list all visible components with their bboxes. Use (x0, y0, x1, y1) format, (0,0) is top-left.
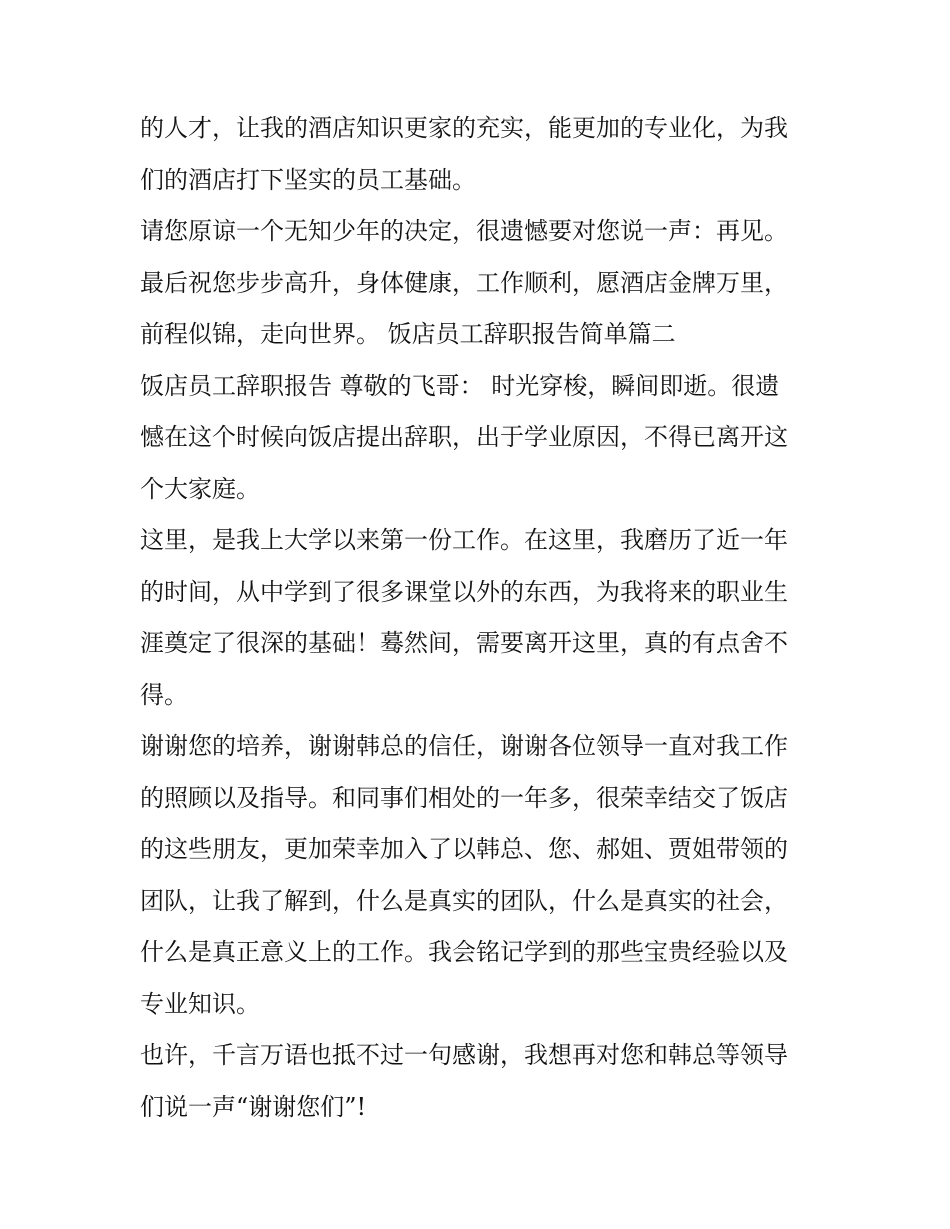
text-line: 们说一声“谢谢您们”! (140, 1092, 367, 1121)
text-line: 的照顾以及指导。和同事们相处的一年多，很荣幸结交了饭店 (140, 783, 788, 812)
text-line: 得。 (140, 680, 188, 709)
body-text (140, 103, 820, 1133)
text-line: 的这些朋友，更加荣幸加入了以韩总、您、郝姐、贾姐带领的 (140, 835, 788, 863)
text-line: 最后祝您步步高升，身体健康，工作顺利，愿酒店金牌万里， (140, 268, 788, 297)
text-line: 也许，千言万语也抵不过一句感谢，我想再对您和韩总等领导 (140, 1041, 788, 1069)
text-line: 涯奠定了很深的基础！蓦然间，需要离开这里，真的有点舍不 (140, 629, 788, 657)
text-line: 饭店员工辞职报告 尊敬的飞哥： 时光穿梭，瞬间即逝。很遗 (140, 371, 780, 400)
text-line: 们的酒店打下坚实的员工基础。 (140, 165, 476, 194)
text-line: 专业知识。 (140, 989, 260, 1018)
text-line: 个大家庭。 (140, 474, 260, 503)
text-line: 团队，让我了解到，什么是真实的团队，什么是真实的社会， (140, 886, 788, 915)
text-line: 什么是真正意义上的工作。我会铭记学到的那些宝贵经验以及 (140, 938, 788, 966)
text-line: 的时间，从中学到了很多课堂以外的东西，为我将来的职业生 (140, 577, 788, 606)
text-line: 的人才，让我的酒店知识更家的充实，能更加的专业化，为我 (140, 114, 788, 142)
text-line: 请您原谅一个无知少年的决定，很遗憾要对您说一声：再见。 (140, 217, 788, 245)
text-line: 这里，是我上大学以来第一份工作。在这里，我磨历了近一年 (140, 526, 788, 554)
text-line: 憾在这个时候向饭店提出辞职，出于学业原因，不得已离开这 (140, 423, 788, 451)
text-line: 前程似锦，走向世界。 饭店员工辞职报告简单篇二 (140, 320, 676, 348)
text-line: 谢谢您的培养，谢谢韩总的信任，谢谢各位领导一直对我工作 (140, 732, 788, 760)
